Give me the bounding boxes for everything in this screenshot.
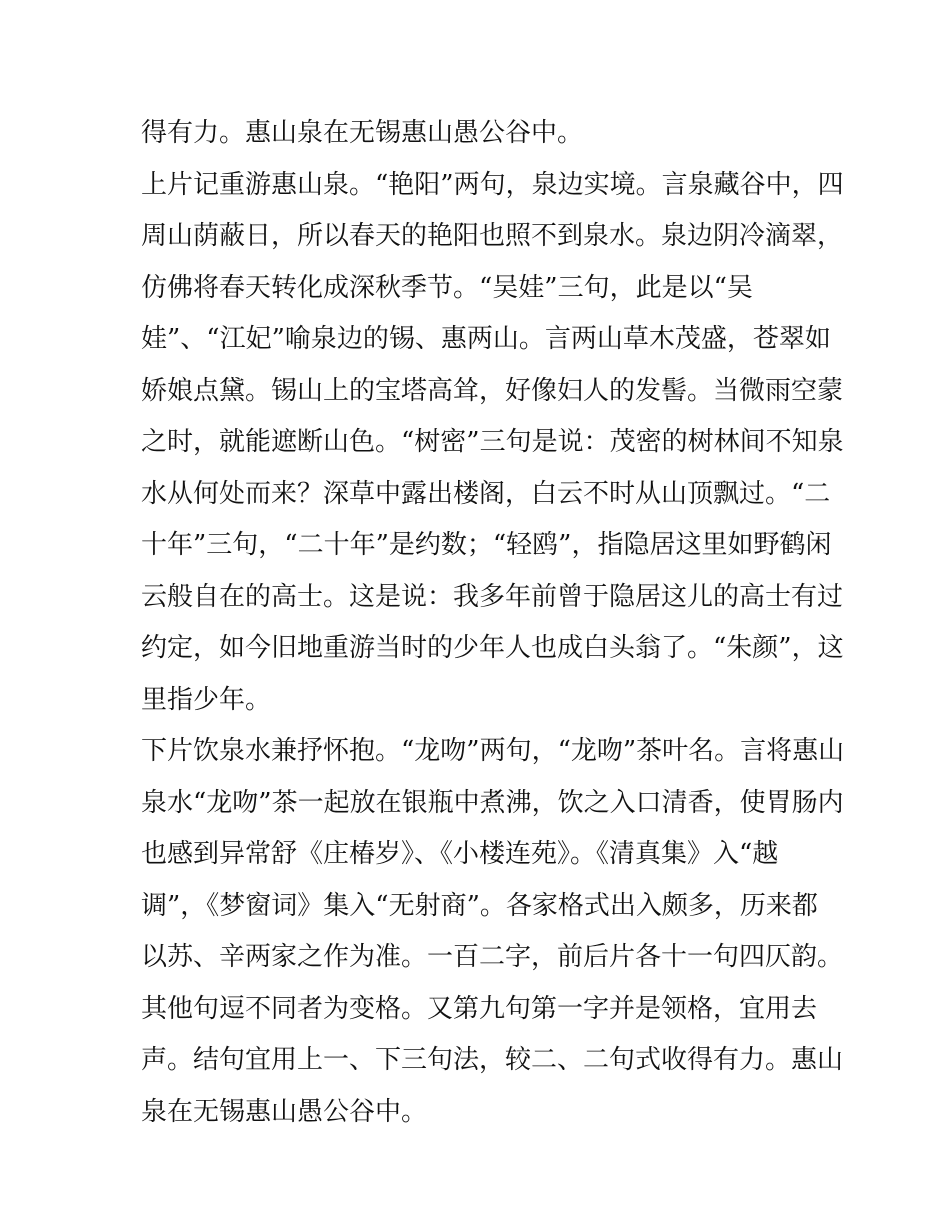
text-line: 其他句逗不同者为变格。又第九句第一字并是领格，宜用去 (141, 993, 818, 1024)
text-line: 泉在无锡惠山愚公谷中。 (141, 1096, 428, 1127)
text-line: 水从何处而来？深草中露出楼阁，白云不时从山顶飘过。“二 (141, 478, 831, 509)
document-body-text (141, 108, 845, 1138)
text-line: 泉水“龙吻”茶一起放在银瓶中煮沸，饮之入口清香，使胃肠内 (141, 787, 844, 818)
text-line: 之时，就能遮断山色。“树密”三句是说：茂密的树林间不知泉 (141, 427, 844, 457)
text-line: 以苏、辛两家之作为准。一百二字，前后片各十一句四仄韵。 (141, 942, 844, 972)
text-line: 云般自在的高士。这是说：我多年前曾于隐居这儿的高士有过 (141, 581, 844, 612)
text-line: 仿佛将春天转化成深秋季节。“吴娃”三句，此是以“吴 (141, 272, 753, 303)
text-line: 调”，《梦窗词》集入“无射商”。各家格式出入颇多，历来都 (141, 890, 818, 921)
text-line: 声。结句宜用上一、下三句法，较二、二句式收得有力。惠山 (141, 1045, 844, 1075)
text-line: 娃”、“江妃”喻泉边的锡、惠两山。言两山草木茂盛，苍翠如 (141, 324, 831, 354)
text-line: 十年”三句，“二十年”是约数；“轻鸥”，指隐居这里如野鹤闲 (141, 530, 832, 560)
text-line: 上片记重游惠山泉。“艳阳”两句，泉边实境。言泉藏谷中，四 (141, 169, 844, 200)
text-line: 得有力。惠山泉在无锡惠山愚公谷中。 (141, 118, 584, 148)
text-line: 娇娘点黛。锡山上的宝塔高耸，好像妇人的发髻。当微雨空蒙 (141, 375, 844, 406)
text-line: 也感到异常舒《庄椿岁》、《小楼连苑》。《清真集》入“越 (141, 839, 779, 869)
text-line: 里指少年。 (141, 684, 272, 715)
text-line: 周山荫蔽日，所以春天的艳阳也照不到泉水。泉边阴冷滴翠， (141, 221, 844, 251)
text-line: 约定，如今旧地重游当时的少年人也成白头翁了。“朱颜”，这 (141, 633, 844, 663)
text-line: 下片饮泉水兼抒怀抱。“龙吻”两句，“龙吻”茶叶名。言将惠山 (141, 736, 845, 766)
